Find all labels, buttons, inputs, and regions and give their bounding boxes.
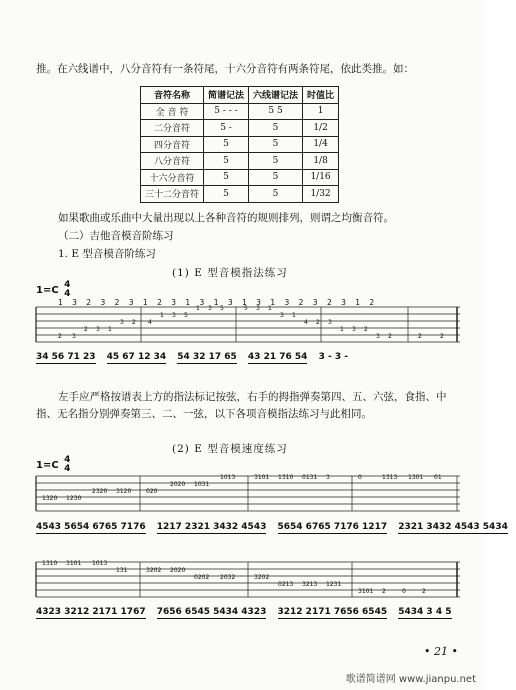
watermark: 歌谱简谱网 www.jianpu.net <box>345 674 476 685</box>
svg-text:2020: 2020 <box>170 481 186 488</box>
svg-text:4: 4 <box>148 319 152 326</box>
table-cell: 1 <box>303 103 339 120</box>
svg-text:3213: 3213 <box>302 581 318 588</box>
measure: 5654 6765 7176 1217 <box>277 522 388 532</box>
svg-text:3202: 3202 <box>146 567 162 574</box>
measure: 4543 5654 6765 7176 <box>36 522 146 532</box>
svg-text:2: 2 <box>382 588 386 595</box>
table-cell: 1/16 <box>303 169 339 186</box>
table-header: 时值比 <box>303 87 339 104</box>
svg-text:3: 3 <box>328 319 332 326</box>
table-row <box>141 169 339 186</box>
measure: 1217 2321 3432 4543 <box>156 522 267 532</box>
svg-text:3: 3 <box>96 326 100 333</box>
svg-text:1231: 1231 <box>326 581 342 588</box>
svg-text:2020: 2020 <box>170 567 186 574</box>
table-cell: 四分音符 <box>141 136 204 153</box>
svg-text:3120: 3120 <box>116 488 132 495</box>
table-header-row <box>141 87 339 104</box>
svg-text:2: 2 <box>316 319 320 326</box>
svg-text:1: 1 <box>160 312 164 319</box>
svg-text:2: 2 <box>418 333 422 340</box>
table-row <box>141 120 339 137</box>
table-cell: 5 <box>204 153 249 170</box>
svg-text:1: 1 <box>196 305 200 312</box>
exercise2-jianpu-row1 <box>36 522 516 534</box>
svg-text:020: 020 <box>146 488 158 495</box>
table-cell: 5 5 <box>249 103 303 120</box>
svg-text:3: 3 <box>352 326 356 333</box>
table-cell: 5 <box>249 120 303 137</box>
time-signature-bottom: 4 <box>64 289 71 299</box>
svg-text:1230: 1230 <box>66 495 82 502</box>
svg-text:4: 4 <box>304 319 308 326</box>
svg-text:2: 2 <box>132 319 136 326</box>
svg-text:3: 3 <box>280 312 284 319</box>
svg-text:0131: 0131 <box>302 474 318 481</box>
measure: 3212 2171 7656 6545 <box>277 607 388 617</box>
table-cell: 1/2 <box>303 120 339 137</box>
svg-text:0: 0 <box>402 588 406 595</box>
measure: 45 67 12 34 <box>106 352 167 362</box>
svg-text:3: 3 <box>72 333 76 340</box>
key-signature: 1=C <box>36 460 59 471</box>
svg-text:3: 3 <box>326 474 330 481</box>
exercise2-title: (2) E 型音模速度练习 <box>172 443 288 455</box>
table-cell: 1/4 <box>303 136 339 153</box>
svg-text:3: 3 <box>256 305 260 312</box>
svg-text:1310: 1310 <box>42 560 58 567</box>
svg-text:0202: 0202 <box>194 574 210 581</box>
table-cell: 5 - - - <box>204 103 249 120</box>
table-cell: 八分音符 <box>141 153 204 170</box>
measure: 43 21 76 54 <box>247 352 308 362</box>
svg-text:0213: 0213 <box>278 581 294 588</box>
measure: 54 32 17 65 <box>177 352 237 362</box>
svg-text:3202: 3202 <box>254 574 270 581</box>
table-cell: 十六分音符 <box>141 169 204 186</box>
svg-text:131: 131 <box>116 567 128 574</box>
svg-text:2: 2 <box>84 326 88 333</box>
table-cell: 全 音 符 <box>141 103 204 120</box>
table-row <box>141 153 339 170</box>
svg-text:3: 3 <box>208 305 212 312</box>
intro-text: 推。在六线谱中，八分音符有一条符尾，十六分音符有两条符尾，依此类推。如： <box>36 63 414 75</box>
page-number: • 21 • <box>424 645 458 658</box>
measure: 3 - 3 - <box>318 352 348 362</box>
table-cell: 5 - <box>204 120 249 137</box>
time-signature-top: 4 <box>64 455 71 465</box>
svg-text:2: 2 <box>422 588 426 595</box>
svg-text:3101: 3101 <box>66 560 82 567</box>
svg-text:2: 2 <box>58 333 62 340</box>
svg-text:1013: 1013 <box>92 560 108 567</box>
svg-text:1013: 1013 <box>220 474 236 481</box>
svg-text:2: 2 <box>388 333 392 340</box>
svg-text:1: 1 <box>292 312 296 319</box>
table-header: 音符名称 <box>141 87 204 104</box>
table-cell: 二分音符 <box>141 120 204 137</box>
table-cell: 5 <box>204 169 249 186</box>
table-cell: 1/32 <box>303 186 339 203</box>
table-cell: 1/8 <box>303 153 339 170</box>
table-row <box>141 136 339 153</box>
table-cell: 5 <box>249 169 303 186</box>
table-cell: 三十二分音符 <box>141 186 204 203</box>
instruction-line-2: 指、无名指分别弹奏第三、二、一弦，以下各项音模指法练习与此相同。 <box>36 408 372 420</box>
note-value-table <box>140 86 339 203</box>
after-table-text: 如果歌曲或乐曲中大量出现以上各种音符的规则排列，则谓之均衡音符。 <box>58 212 394 224</box>
svg-text:3101: 3101 <box>254 474 270 481</box>
exercise2-tab-staff-row1 <box>36 474 460 516</box>
measure: 2321 3432 4543 5434 <box>398 522 508 532</box>
measure: 7656 6545 5434 4323 <box>156 607 267 617</box>
svg-text:1: 1 <box>108 326 112 333</box>
key-signature: 1=C <box>36 285 59 296</box>
svg-text:1310: 1310 <box>278 474 294 481</box>
svg-text:1031: 1031 <box>194 481 210 488</box>
svg-text:01: 01 <box>434 474 442 481</box>
svg-text:2: 2 <box>440 333 444 340</box>
instruction-line-1: 左手应严格按谱表上方的指法标记按弦，右手的拇指弹奏第四、五、六弦，食指、中 <box>58 391 447 403</box>
exercise1-tab-staff <box>36 305 460 347</box>
exercise1-fingering: 1 3 2 3 2 3 1 2 3 1 3 1 3 1 3 1 3 2 3 2 3 1 2 <box>58 298 375 307</box>
measure: 5434 3 4 5 <box>398 607 452 617</box>
svg-text:3: 3 <box>376 333 380 340</box>
table-cell: 5 <box>249 186 303 203</box>
exercise1-key <box>36 281 70 299</box>
svg-text:5: 5 <box>220 305 224 312</box>
svg-text:2: 2 <box>364 326 368 333</box>
table-cell: 5 <box>249 153 303 170</box>
section-heading: （二）吉他音模音阶练习 <box>58 230 174 242</box>
svg-text:1301: 1301 <box>408 474 424 481</box>
exercise2-tab-staff-row2 <box>36 560 460 602</box>
svg-text:1313: 1313 <box>382 474 398 481</box>
svg-text:3: 3 <box>172 312 176 319</box>
measure: 34 56 71 23 <box>36 352 96 362</box>
table-cell: 5 <box>204 136 249 153</box>
time-signature-bottom: 4 <box>64 464 71 474</box>
svg-text:2032: 2032 <box>220 574 236 581</box>
svg-text:0: 0 <box>358 474 362 481</box>
svg-text:3: 3 <box>120 319 124 326</box>
table-header: 简谱记法 <box>204 87 249 104</box>
svg-text:3101: 3101 <box>358 588 374 595</box>
table-row <box>141 186 339 203</box>
table-cell: 5 <box>204 186 249 203</box>
table-header: 六线谱记法 <box>249 87 303 104</box>
svg-text:1: 1 <box>340 326 344 333</box>
svg-text:1: 1 <box>268 305 272 312</box>
table-cell: 5 <box>249 136 303 153</box>
svg-text:2320: 2320 <box>92 488 108 495</box>
exercise2-jianpu-row2 <box>36 607 460 619</box>
measure: 4323 3212 2171 1767 <box>36 607 146 617</box>
time-signature-top: 4 <box>64 280 71 290</box>
svg-text:1320: 1320 <box>42 495 58 502</box>
table-row <box>141 103 339 120</box>
subsection-heading: 1. E 型音模音阶练习 <box>58 248 156 260</box>
svg-text:5: 5 <box>184 312 188 319</box>
svg-text:5: 5 <box>244 305 248 312</box>
exercise1-jianpu <box>36 352 356 364</box>
exercise2-key <box>36 456 70 474</box>
exercise1-title: (1) E 型音模指法练习 <box>172 267 288 279</box>
